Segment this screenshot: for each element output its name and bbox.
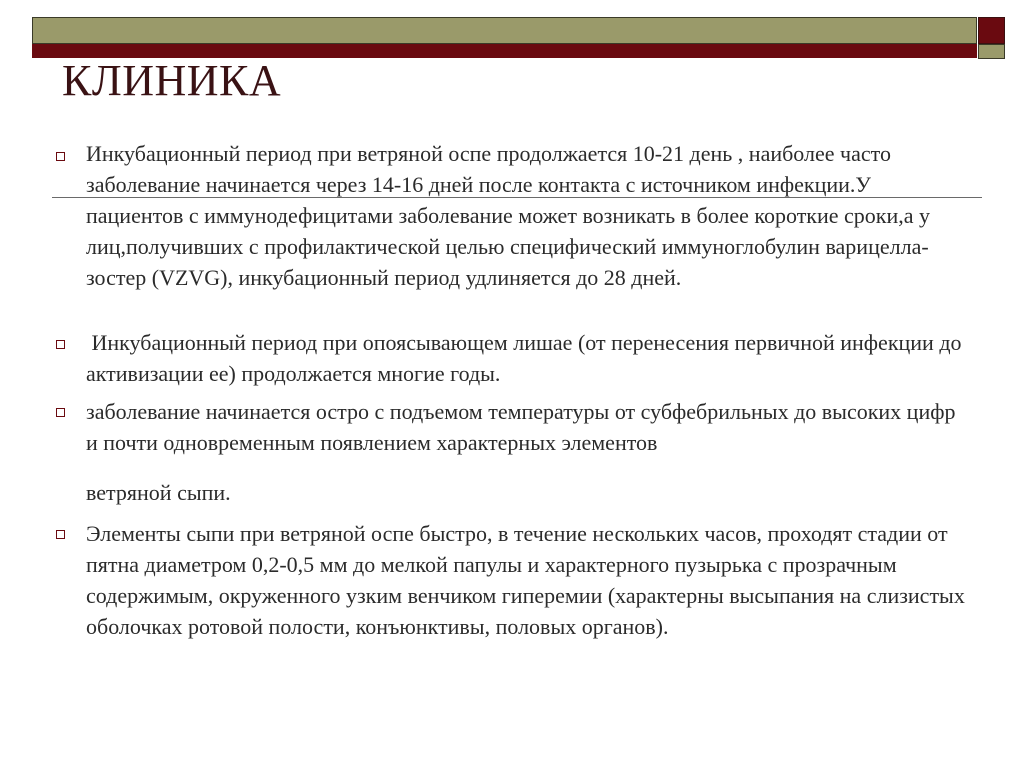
bullet-text-3-continuation: ветряной сыпи. [86,480,231,505]
square-bullet-icon [56,530,65,539]
bullet-text-1: Инкубационный период при ветряной оспе продолжается 10-21 день , наиболее часто заболевание начинается через 14-16 дней после контакта с источником инфекции.У пациентов с иммунодефицитами заболевание может возникать в более короткие сроки,а у лиц,получивших с профилактической целью специфический иммуноглобулин варицелла-зостер (VZVG), инкубационный период удлиняется до 28 дней. [86,141,931,290]
slide-title: КЛИНИКА [62,56,282,105]
bullet-text-2: Инкубационный период при опоясывающем лишае (от перенесения первичной инфекции до активизации ее) продолжается многие годы. [86,330,968,386]
bullet-text-3: заболевание начинается остро с подъемом температуры от субфебрильных до высоких цифр и почти одновременным появлением характерных элементов [86,399,956,455]
square-bullet-icon [56,340,65,349]
corner-square-top [978,17,1005,44]
bullet-text-4: Элементы сыпи при ветряной оспе быстро, в течение нескольких часов, проходят стадии от пятна диаметром 0,2-0,5 мм до мелкой папулы и характерного пузырька с прозрачным содержимым, окруженного узким венчиком гиперемии (характерны высыпания на слизистых оболочках ротовой полости, конъюнктивы, половых органов). [86,521,965,639]
square-bullet-icon [56,152,65,161]
square-bullet-icon [56,408,65,417]
header-olive-band [32,17,977,44]
corner-square-bottom [978,44,1005,59]
